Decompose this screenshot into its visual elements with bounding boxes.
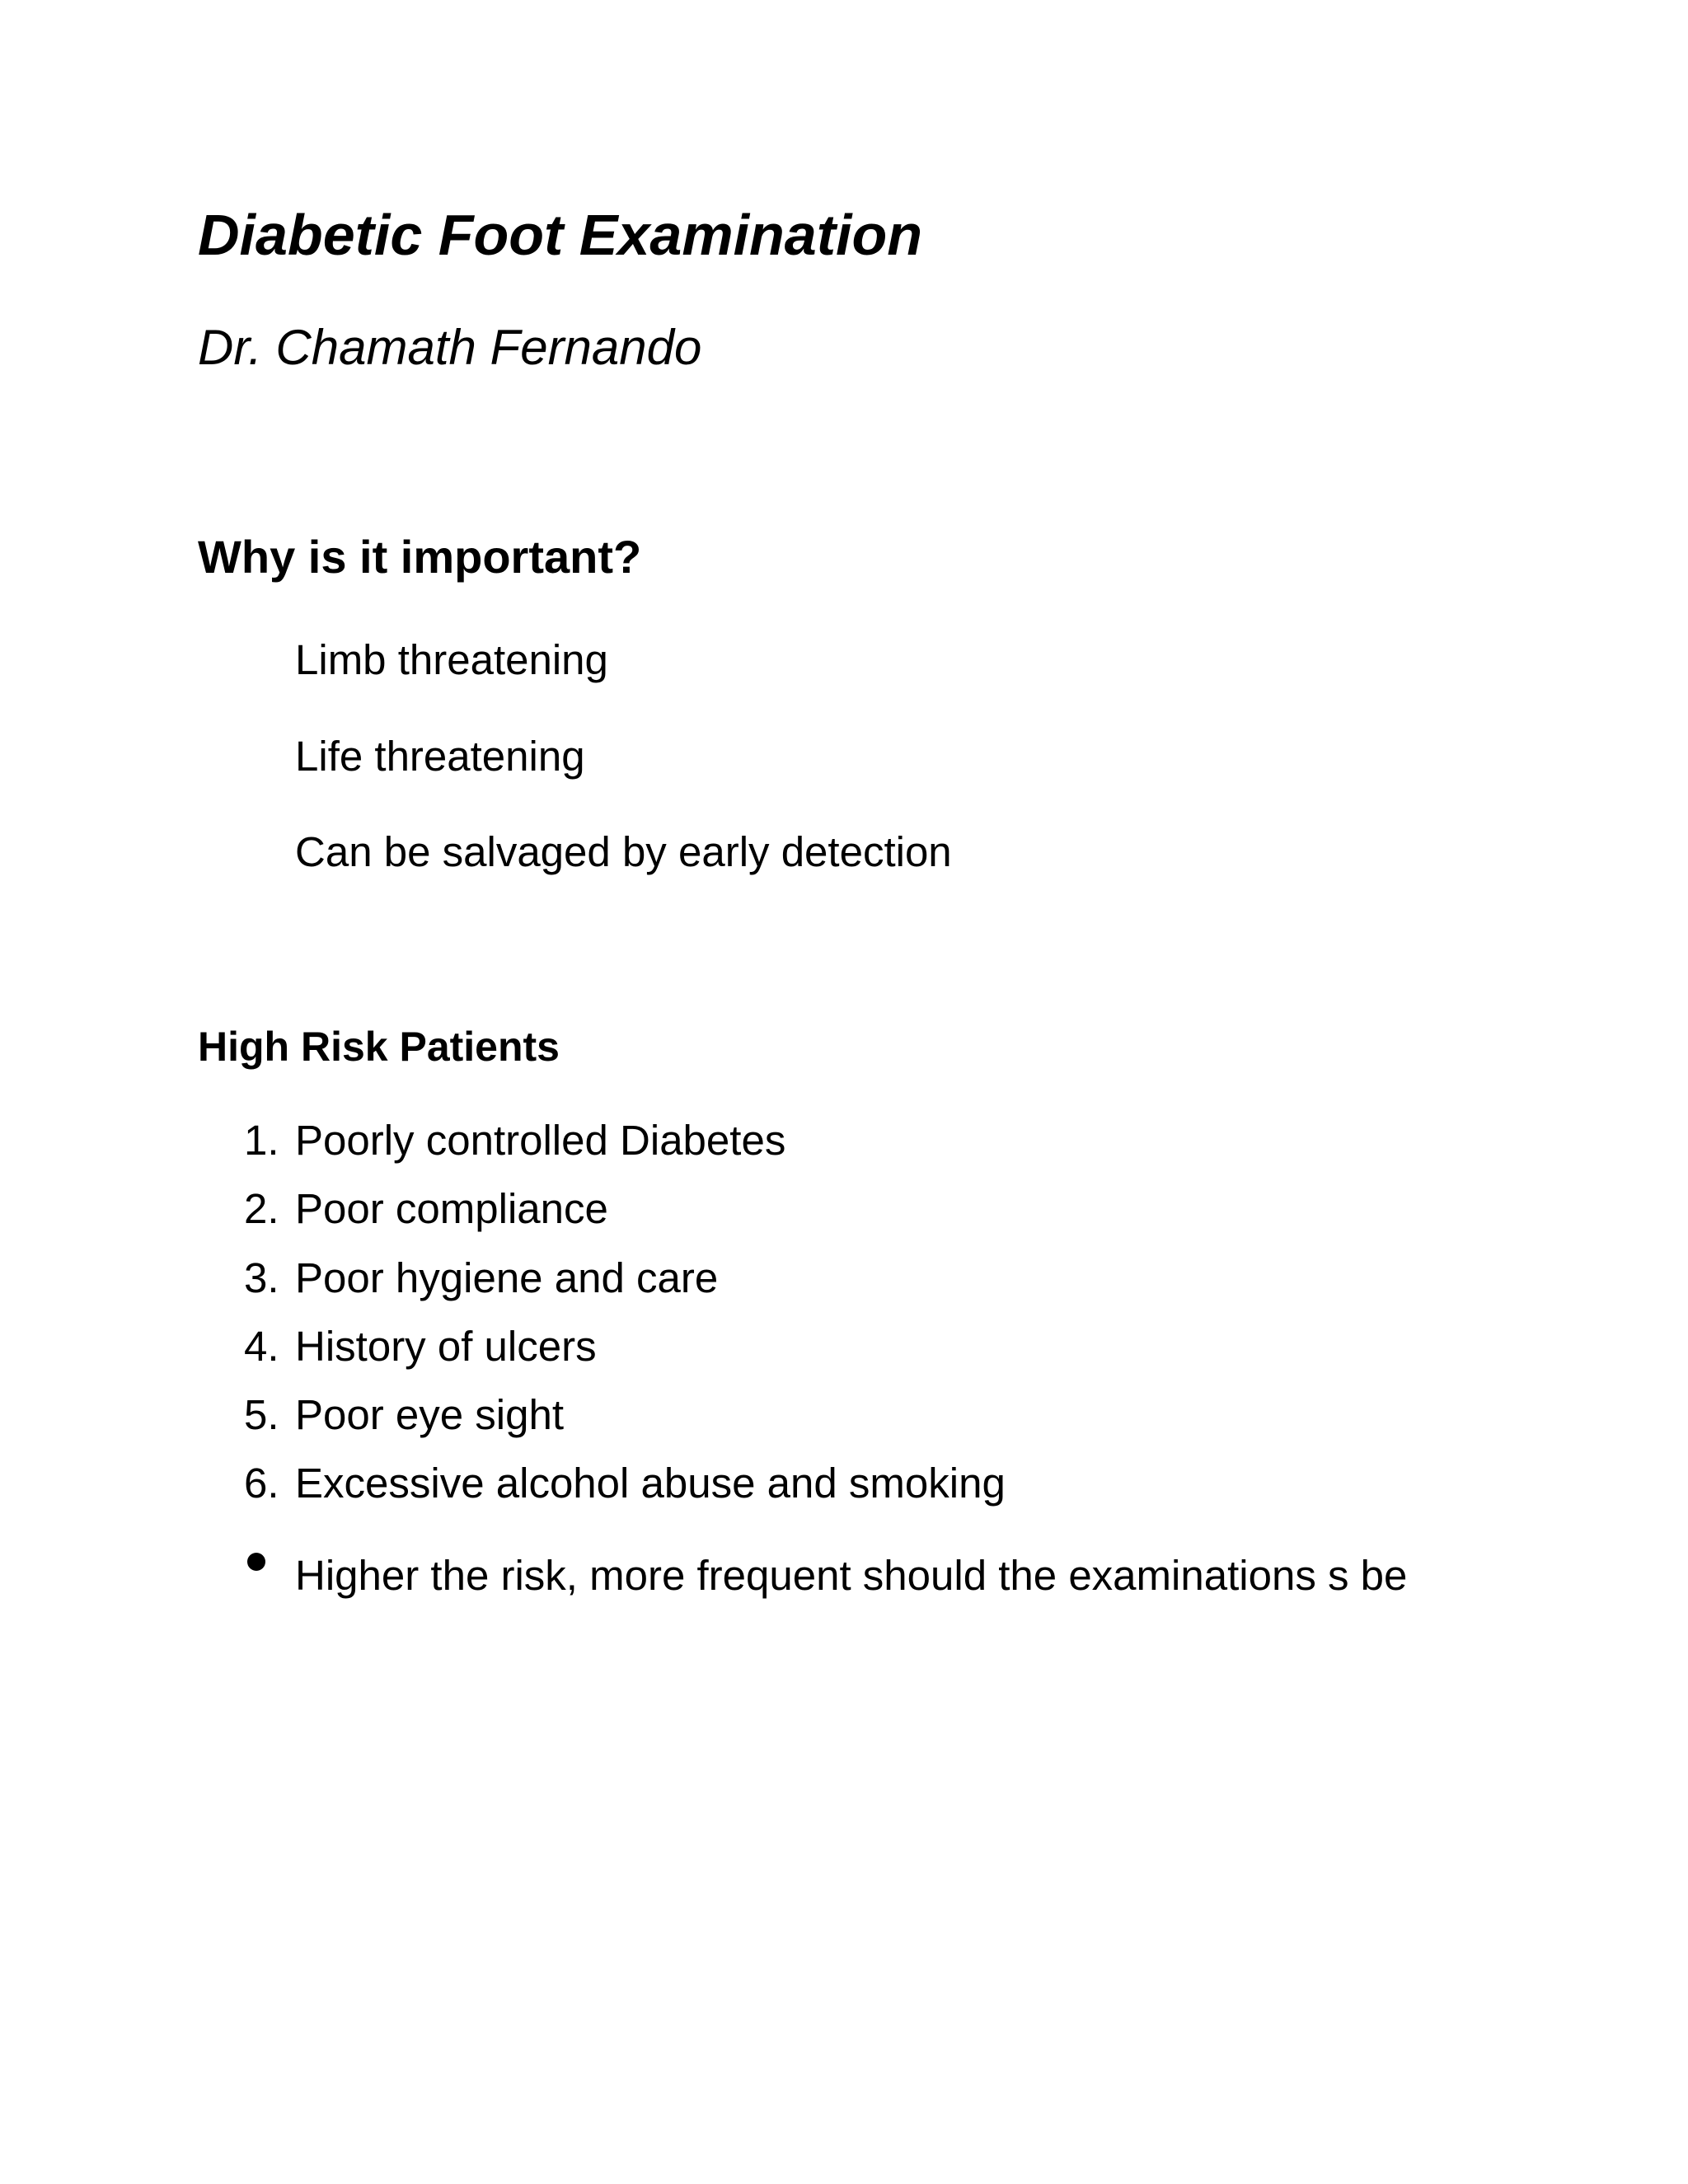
high-risk-heading: High Risk Patients: [198, 1024, 560, 1070]
list-item-number: 2.: [244, 1185, 279, 1232]
list-item: Excessive alcohol abuse and smoking: [295, 1460, 1006, 1507]
list-item: Poor eye sight: [295, 1391, 565, 1438]
list-item-number: 5.: [244, 1391, 279, 1438]
list-item-number: 3.: [244, 1254, 279, 1301]
importance-reason: Life threatening: [295, 733, 585, 780]
bullet-icon: [247, 1553, 265, 1571]
importance-reason: Can be salvaged by early detection: [295, 828, 952, 875]
list-item: Poor compliance: [295, 1185, 608, 1232]
list-item-number: 6.: [244, 1460, 279, 1507]
list-item-number: 1.: [244, 1117, 279, 1164]
document-author: Dr. Chamath Fernando: [198, 320, 702, 375]
document-title: Diabetic Foot Examination: [198, 203, 922, 267]
importance-reason: Limb threatening: [295, 636, 608, 683]
bullet-note: Higher the risk, more frequent should the examinations s be: [295, 1552, 1408, 1599]
list-item: Poorly controlled Diabetes: [295, 1117, 786, 1164]
list-item: History of ulcers: [295, 1323, 597, 1370]
importance-heading: Why is it important?: [198, 531, 642, 583]
list-item: Poor hygiene and care: [295, 1254, 719, 1301]
list-item-number: 4.: [244, 1323, 279, 1370]
